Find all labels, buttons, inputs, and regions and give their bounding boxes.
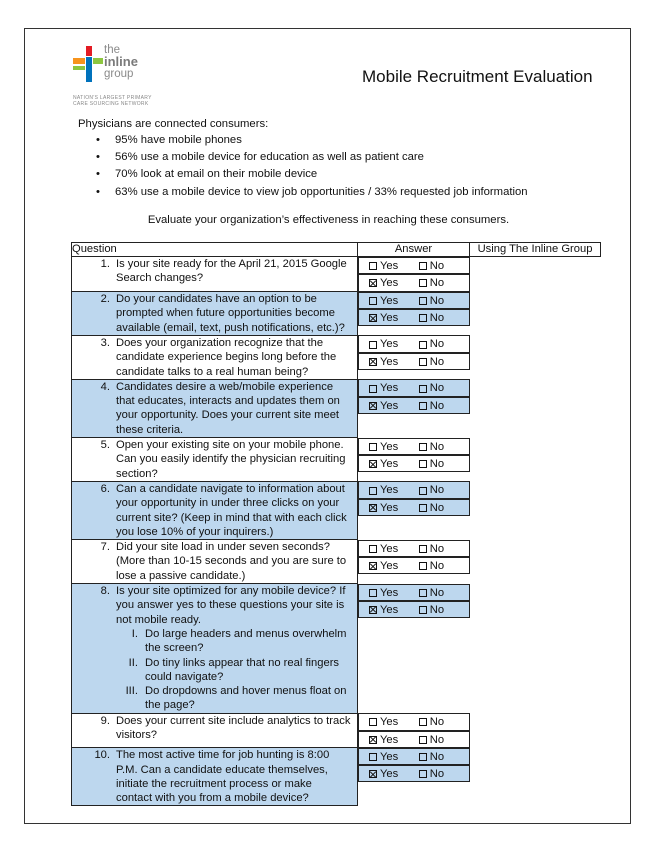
option-label: No: [429, 382, 445, 395]
checkbox-icon[interactable]: [369, 545, 377, 553]
checkbox-icon[interactable]: [419, 443, 427, 451]
answer-yes-checkbox[interactable]: [369, 483, 419, 497]
table-body: [72, 257, 601, 806]
answer-yes-checkbox[interactable]: [369, 337, 419, 351]
checkbox-icon[interactable]: [419, 262, 427, 270]
answer-no-checkbox[interactable]: [419, 483, 469, 497]
logo-tagline-line2: CARE SOURCING NETWORK: [73, 100, 149, 107]
sub-question-text: Do large headers and menus overwhelm the screen?: [145, 627, 347, 655]
checkbox-icon[interactable]: [419, 297, 427, 305]
inline-group-cell: [358, 274, 470, 291]
table-row: [72, 713, 601, 748]
question-cell: [72, 481, 358, 539]
inline-no-checkbox[interactable]: [419, 501, 469, 515]
question-text: Do your candidates have an option to be prompted when future opportunities become available (email, text, push notifications, etc.)?: [116, 293, 345, 334]
option-label: No: [429, 484, 445, 497]
option-label: No: [429, 399, 445, 412]
inline-yes-checkbox[interactable]: [369, 767, 419, 781]
checked-box-icon[interactable]: [369, 279, 377, 287]
answer-cell: [358, 335, 470, 352]
logo-block-blue-low: [86, 74, 92, 82]
checkbox-icon[interactable]: [369, 753, 377, 761]
inline-group-cell: [358, 397, 470, 414]
option-label: No: [429, 768, 445, 781]
option-label: Yes: [380, 277, 399, 290]
table-row: [72, 481, 601, 539]
inline-yes-checkbox[interactable]: [369, 276, 419, 290]
logo-tagline-line1: NATION'S LARGEST PRIMARY: [73, 95, 152, 101]
inline-group-cell: [358, 353, 470, 370]
checkbox-icon[interactable]: [419, 589, 427, 597]
option-label: Yes: [380, 484, 399, 497]
option-label: No: [429, 750, 445, 763]
inline-no-checkbox[interactable]: [419, 355, 469, 369]
answer-yes-checkbox[interactable]: [369, 440, 419, 454]
table-row: [72, 335, 601, 379]
inline-no-checkbox[interactable]: [419, 559, 469, 573]
checkbox-icon[interactable]: [419, 770, 427, 778]
logo-word-group: group: [104, 68, 134, 80]
checked-box-icon[interactable]: [369, 460, 377, 468]
table-row: [72, 748, 601, 806]
inline-group-cell: [358, 601, 470, 618]
checkbox-icon[interactable]: [419, 279, 427, 287]
checked-box-icon[interactable]: [369, 770, 377, 778]
answer-yes-checkbox[interactable]: [369, 542, 419, 556]
sub-question-list: [116, 627, 351, 713]
answer-no-checkbox[interactable]: [419, 294, 469, 308]
option-label: Yes: [380, 501, 399, 514]
checkbox-icon[interactable]: [369, 297, 377, 305]
option-label: No: [429, 457, 445, 470]
stats-list: [96, 134, 528, 203]
sub-question-number: II.: [128, 656, 138, 669]
answer-no-checkbox[interactable]: [419, 715, 469, 729]
option-label: Yes: [380, 294, 399, 307]
question-number: 7.: [100, 541, 110, 554]
question-number: 3.: [100, 336, 110, 349]
answer-no-checkbox[interactable]: [419, 542, 469, 556]
option-label: Yes: [380, 559, 399, 572]
answer-yes-checkbox[interactable]: [369, 294, 419, 308]
checkbox-icon[interactable]: [369, 589, 377, 597]
table-row: [72, 379, 601, 437]
question-text: Is your site ready for the April 21, 2015 Google Search changes?: [116, 258, 347, 285]
answer-cell: [358, 540, 470, 557]
logo-block-red: [86, 46, 92, 56]
question-number: 10.: [94, 749, 110, 762]
answer-no-checkbox[interactable]: [419, 586, 469, 600]
question-number: 6.: [100, 482, 110, 495]
checkbox-icon[interactable]: [369, 341, 377, 349]
logo-wordmark: [104, 44, 138, 80]
option-label: Yes: [380, 586, 399, 599]
checkbox-icon[interactable]: [419, 562, 427, 570]
option-label: No: [429, 294, 445, 307]
checked-box-icon[interactable]: [369, 358, 377, 366]
checkbox-icon[interactable]: [419, 718, 427, 726]
answer-yes-checkbox[interactable]: [369, 259, 419, 273]
question-cell: [72, 292, 358, 336]
answer-yes-checkbox[interactable]: [369, 750, 419, 764]
stat-item: • 95% have mobile phones: [96, 134, 528, 151]
option-label: No: [429, 311, 445, 324]
intro-text: Physicians are connected consumers:: [78, 118, 269, 130]
answer-no-checkbox[interactable]: [419, 381, 469, 395]
option-label: Yes: [380, 542, 399, 555]
option-label: Yes: [380, 733, 399, 746]
question-cell: [72, 257, 358, 292]
option-label: No: [429, 586, 445, 599]
option-label: Yes: [380, 440, 399, 453]
option-label: No: [429, 355, 445, 368]
sub-question: [116, 684, 351, 713]
inline-yes-checkbox[interactable]: [369, 603, 419, 617]
checkbox-icon[interactable]: [419, 402, 427, 410]
option-label: No: [429, 440, 445, 453]
option-label: Yes: [380, 260, 399, 272]
question-text: Can a candidate navigate to information about your opportunity in under three clicks on your current site? (Keep in mind that with each click you lose 10% of your inquirers.): [116, 482, 347, 538]
table-row: [72, 257, 601, 292]
inline-no-checkbox[interactable]: [419, 457, 469, 471]
option-label: No: [429, 716, 445, 729]
logo-tagline: [73, 96, 173, 107]
checked-box-icon[interactable]: [369, 314, 377, 322]
answer-cell: [358, 481, 470, 498]
inline-yes-checkbox[interactable]: [369, 457, 419, 471]
answer-cell: [358, 379, 470, 396]
checked-box-icon[interactable]: [369, 562, 377, 570]
checkbox-icon[interactable]: [419, 385, 427, 393]
answer-yes-checkbox[interactable]: [369, 715, 419, 729]
question-cell: [72, 713, 358, 748]
option-label: Yes: [380, 399, 399, 412]
option-label: Yes: [380, 457, 399, 470]
option-label: No: [429, 603, 445, 616]
checkbox-icon[interactable]: [419, 314, 427, 322]
answer-yes-checkbox[interactable]: [369, 381, 419, 395]
logo-word-inline: inline: [104, 54, 138, 69]
question-text: Is your site optimized for any mobile device? If you answer yes to these questions your site is not mobile ready.: [116, 585, 346, 626]
logo-block-green-top: [93, 58, 103, 64]
checked-box-icon[interactable]: [369, 504, 377, 512]
question-cell: [72, 379, 358, 437]
sub-question-text: Do tiny links appear that no real fingers could navigate?: [145, 656, 340, 683]
table-row: [72, 438, 601, 482]
checkbox-icon[interactable]: [419, 460, 427, 468]
inline-group-cell: [358, 309, 470, 326]
header-inline-group: Using The Inline Group: [470, 243, 601, 257]
inline-no-checkbox[interactable]: [419, 733, 469, 747]
question-text: Did your site load in under seven seconds? (More than 10-15 seconds and you are sure to lose a passive candidate.): [116, 541, 347, 582]
inline-no-checkbox[interactable]: [419, 399, 469, 413]
option-label: No: [429, 277, 445, 290]
question-number: 8.: [100, 585, 110, 598]
question-number: 5.: [100, 439, 110, 452]
inline-no-checkbox[interactable]: [419, 311, 469, 325]
option-label: Yes: [380, 750, 399, 763]
checkbox-icon[interactable]: [369, 262, 377, 270]
question-cell: [72, 540, 358, 584]
question-number: 9.: [100, 714, 110, 727]
question-text: Open your existing site on your mobile phone. Can you easily identify the physician recruiting section?: [116, 439, 346, 480]
logo-block-blue: [86, 57, 92, 74]
sub-question-number: III.: [125, 685, 138, 698]
option-label: Yes: [380, 382, 399, 395]
answer-cell: [358, 438, 470, 455]
answer-no-checkbox[interactable]: [419, 259, 469, 273]
sub-question-text: Do dropdowns and hover menus float on the page?: [145, 685, 347, 712]
evaluate-instruction: Evaluate your organization’s effectiveness in reaching these consumers.: [147, 214, 510, 226]
question-text: The most active time for job hunting is 8:00 P.M. Can a candidate educate themselves, initiate the recruitment process or make contact with you from a mobile device?: [116, 749, 330, 805]
inline-no-checkbox[interactable]: [419, 767, 469, 781]
checkbox-icon[interactable]: [419, 504, 427, 512]
checkbox-icon[interactable]: [419, 358, 427, 366]
option-label: Yes: [380, 603, 399, 616]
option-label: No: [429, 260, 445, 272]
question-text: Does your current site include analytics to track visitors?: [116, 714, 351, 741]
question-text: Does your organization recognize that the candidate experience begins long before the candidate talks to a real human being?: [116, 336, 337, 378]
inline-no-checkbox[interactable]: [419, 276, 469, 290]
option-label: Yes: [380, 338, 399, 351]
question-cell: [72, 438, 358, 482]
checkbox-icon[interactable]: [369, 385, 377, 393]
inline-group-cell: [358, 499, 470, 516]
inline-no-checkbox[interactable]: [419, 603, 469, 617]
logo-word-the: the: [104, 44, 120, 56]
checkbox-icon[interactable]: [369, 487, 377, 495]
checkbox-icon[interactable]: [419, 606, 427, 614]
question-number: 2.: [100, 293, 110, 306]
answer-yes-checkbox[interactable]: [369, 586, 419, 600]
answer-cell: [358, 748, 470, 765]
stat-item: • 70% look at email on their mobile device: [96, 168, 528, 185]
answer-no-checkbox[interactable]: [419, 440, 469, 454]
sub-question-number: I.: [131, 627, 138, 640]
inline-yes-checkbox[interactable]: [369, 559, 419, 573]
inline-group-cell: [358, 731, 470, 748]
inline-yes-checkbox[interactable]: [369, 501, 419, 515]
header-answer: Answer: [358, 243, 470, 257]
table-row: [72, 584, 601, 714]
checkbox-icon[interactable]: [419, 487, 427, 495]
answer-cell: [358, 257, 470, 274]
table-row: [72, 292, 601, 336]
option-label: No: [429, 559, 445, 572]
evaluation-table: [71, 242, 601, 806]
header-question: Question: [72, 243, 358, 257]
inline-yes-checkbox[interactable]: [369, 355, 419, 369]
inline-group-cell: [358, 765, 470, 782]
option-label: No: [429, 733, 445, 746]
checkbox-icon[interactable]: [419, 753, 427, 761]
stat-item: • 56% use a mobile device for education as well as patient care: [96, 151, 528, 168]
checkbox-icon[interactable]: [419, 341, 427, 349]
question-number: 1.: [100, 258, 110, 270]
inline-yes-checkbox[interactable]: [369, 399, 419, 413]
question-text: Candidates desire a web/mobile experience that educates, interacts and updates them on your opportunity. Does your current site meet these criteria.: [116, 380, 340, 436]
stat-item: • 63% use a mobile device to view job opportunities / 33% requested job information: [96, 186, 528, 203]
question-cell: [72, 584, 358, 714]
question-number: 4.: [100, 380, 110, 393]
answer-cell: [358, 584, 470, 601]
sub-question: [116, 627, 351, 656]
question-cell: [72, 335, 358, 379]
checkbox-icon[interactable]: [369, 718, 377, 726]
option-label: Yes: [380, 311, 399, 324]
logo-block-orange: [73, 58, 85, 64]
checkbox-icon[interactable]: [369, 443, 377, 451]
option-label: No: [429, 501, 445, 514]
inline-yes-checkbox[interactable]: [369, 311, 419, 325]
option-label: Yes: [380, 768, 399, 781]
answer-cell: [358, 292, 470, 309]
inline-yes-checkbox[interactable]: [369, 733, 419, 747]
question-cell: [72, 748, 358, 806]
checkbox-icon[interactable]: [419, 545, 427, 553]
option-label: Yes: [380, 716, 399, 729]
answer-no-checkbox[interactable]: [419, 750, 469, 764]
checked-box-icon[interactable]: [369, 402, 377, 410]
page-title: Mobile Recruitment Evaluation: [362, 67, 593, 86]
checked-box-icon[interactable]: [369, 736, 377, 744]
logo-block-green: [73, 66, 85, 70]
checkbox-icon[interactable]: [419, 736, 427, 744]
option-label: No: [429, 542, 445, 555]
checked-box-icon[interactable]: [369, 606, 377, 614]
answer-cell: [358, 713, 470, 730]
option-label: Yes: [380, 355, 399, 368]
option-label: No: [429, 338, 445, 351]
sub-question: [116, 656, 351, 685]
answer-no-checkbox[interactable]: [419, 337, 469, 351]
inline-group-cell: [358, 455, 470, 472]
table-row: [72, 540, 601, 584]
inline-group-cell: [358, 557, 470, 574]
